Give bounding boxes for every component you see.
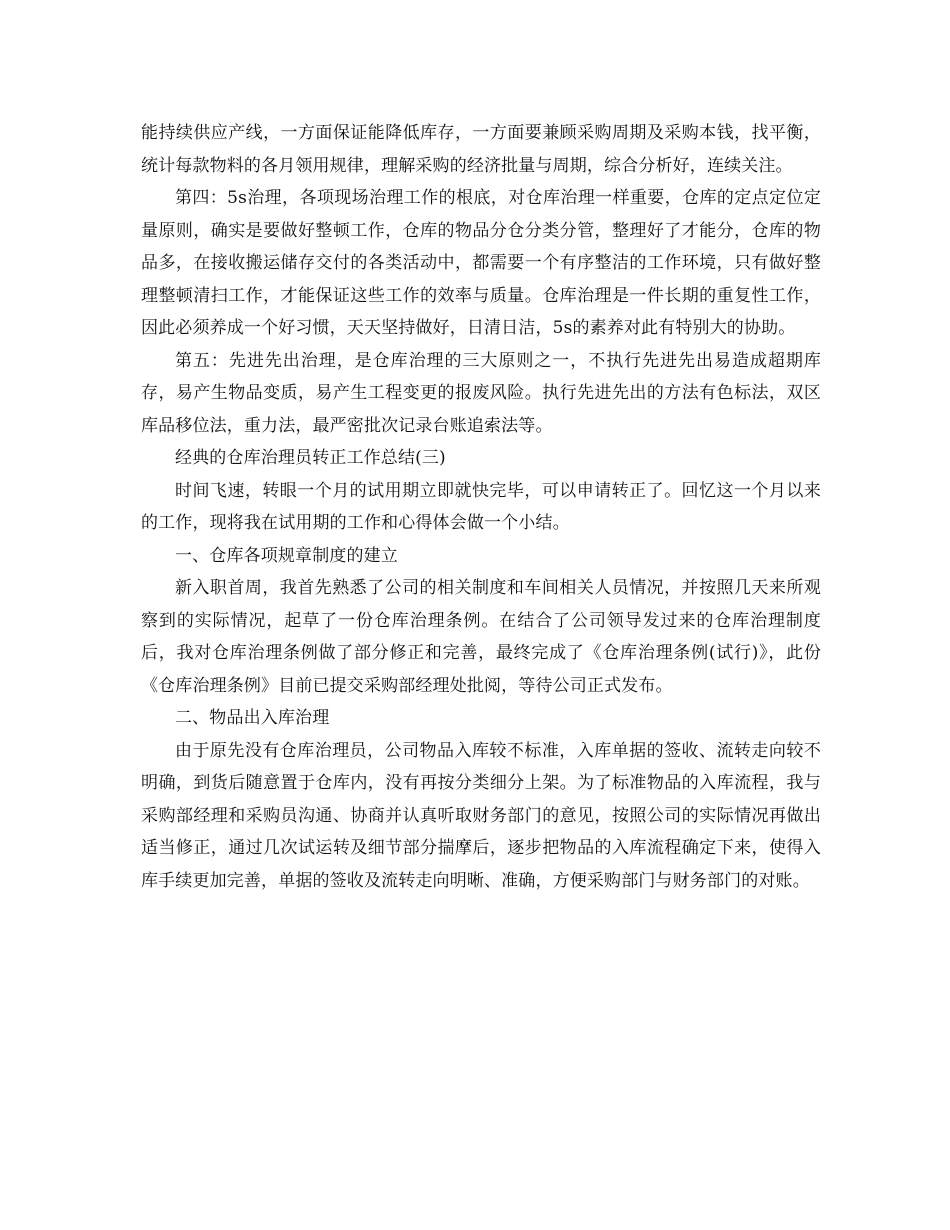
document-body [141,117,821,897]
paragraph-item-four-5s: 第四：5s治理，各项现场治理工作的根底，对仓库治理一样重要，仓库的定点定位定量原则，确实是要做好整顿工作，仓库的物品分仓分类分管，整理好了才能分，仓库的物品多，在接收搬运储存交付的各类活动中，都需要一个有序整洁的工作环境，只有做好整理整顿清扫工作，才能保证这些工作的效率与质量。仓库治理是一件长期的重复性工作，因此必须养成一个好习惯，天天坚持做好，日清日洁，5s的素养对此有特别大的协助。 [141,188,821,338]
paragraph-continuation: 能持续供应产线，一方面保证能降低库存，一方面要兼顾采购周期及采购本钱，找平衡，统计每款物料的各月领用规律，理解采购的经济批量与周期，综合分析好，连续关注。 [141,123,821,176]
paragraph-item-five-fifo: 第五：先进先出治理，是仓库治理的三大原则之一，不执行先进先出易造成超期库存，易产生物品变质，易产生工程变更的报废风险。执行先进先出的方法有色标法，双区库品移位法，重力法，最严密批次记录台账追索法等。 [141,350,821,436]
section-title: 经典的仓库治理员转正工作总结(三) [175,448,446,468]
heading-inbound-outbound: 二、物品出入库治理 [175,708,330,728]
paragraph-intro: 时间飞速，转眼一个月的试用期立即就快完毕，可以申请转正了。回忆这一个月以来的工作，现将我在试用期的工作和心得体会做一个小结。 [141,480,821,533]
paragraph-inbound-outbound: 由于原先没有仓库治理员，公司物品入库较不标准，入库单据的签收、流转走向较不明确，到货后随意置于仓库内，没有再按分类细分上架。为了标准物品的入库流程，我与采购部经理和采购员沟通、协商并认真听取财务部门的意见，按照公司的实际情况再做出适当修正，通过几次试运转及细节部分揣摩后，逐步把物品的入库流程确定下来，使得入库手续更加完善，单据的签收及流转走向明晰、准确，方便采购部门与财务部门的对账。 [141,740,821,891]
heading-rules: 一、仓库各项规章制度的建立 [175,545,398,566]
paragraph-rules: 新入职首周，我首先熟悉了公司的相关制度和车间相关人员情况，并按照几天来所观察到的实际情况，起草了一份仓库治理条例。在结合了公司领导发过来的仓库治理制度后，我对仓库治理条例做了部分修正和完善，最终完成了《仓库治理条例(试行)》，此份《仓库治理条例》目前已提交采购部经理处批阅，等待公司正式发布。 [141,578,821,696]
